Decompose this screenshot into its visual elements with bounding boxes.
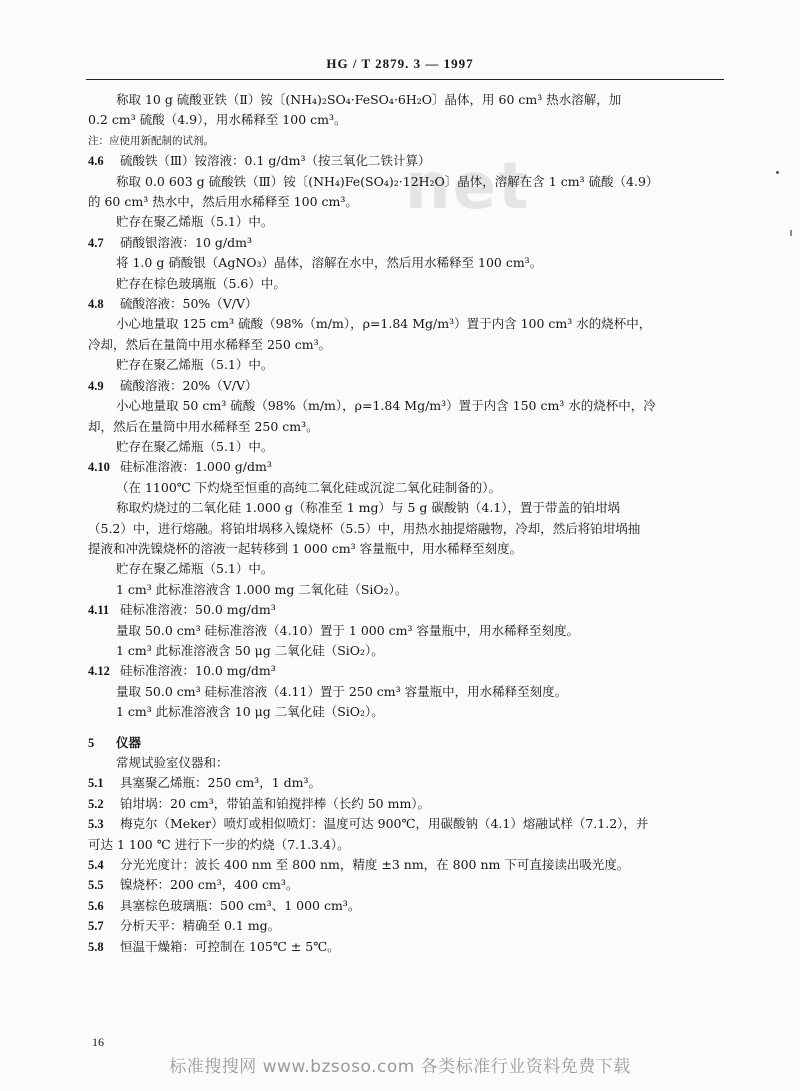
clause-number: 5.1 — [88, 776, 104, 791]
line-text: 贮存在棕色玻璃瓶（5.6）中。 — [116, 275, 286, 291]
line-text: 恒温干燥箱：可控制在 105℃ ± 5℃。 — [120, 938, 340, 954]
text-line — [88, 417, 724, 437]
text-line — [88, 498, 724, 518]
text-line — [88, 580, 724, 600]
header-rule — [86, 79, 724, 80]
clause-heading — [88, 457, 724, 477]
clause-heading — [88, 855, 724, 875]
line-text: 梅克尔（Meker）喷灯或相似喷灯：温度可达 900℃，用碳酸钠（4.1）熔融试样（7.1.2），并 — [120, 816, 649, 832]
line-text: 硅标准溶液：1.000 g/dm³ — [120, 459, 272, 475]
line-text: 贮存在聚乙烯瓶（5.1）中。 — [116, 438, 274, 454]
clause-heading — [88, 916, 724, 936]
line-text: 硫酸溶液：50%（V/V） — [120, 296, 258, 312]
text-line — [88, 396, 724, 416]
line-text: 硅标准溶液：50.0 mg/dm³ — [120, 602, 276, 618]
line-text: 硫酸铁（Ⅲ）铵溶液：0.1 g/dm³（按三氧化二铁计算） — [120, 153, 431, 169]
clause-number: 5.8 — [88, 939, 104, 954]
clause-number: 5.6 — [88, 898, 104, 913]
clause-number: 4.10 — [88, 460, 110, 475]
clause-heading — [88, 376, 724, 396]
line-text: 贮存在聚乙烯瓶（5.1）中。 — [116, 561, 274, 577]
line-text: 小心地量取 50 cm³ 硫酸（98%（m/m），ρ=1.84 Mg/m³）置于内含 150 cm³ 水的烧杯中，冷 — [116, 398, 656, 414]
text-line — [88, 437, 724, 457]
line-text: 冷却，然后在量筒中用水稀释至 250 cm³。 — [88, 336, 332, 352]
line-text: 1 cm³ 此标准溶液含 10 μg 二氧化硅（SiO₂）。 — [116, 704, 384, 720]
line-text: 贮存在聚乙烯瓶（5.1）中。 — [116, 357, 274, 373]
text-line — [88, 253, 724, 273]
line-text: 分析天平：精确至 0.1 mg。 — [120, 918, 281, 934]
line-text: 量取 50.0 cm³ 硅标准溶液（4.10）置于 1 000 cm³ 容量瓶中，用水稀释至刻度。 — [116, 622, 580, 638]
site-footer: 标准搜搜网 www.bzsoso.com 各类标准行业资料免费下载 — [169, 1057, 631, 1077]
line-text: 可达 1 100 ℃ 进行下一步的灼烧（7.1.3.4）。 — [88, 836, 350, 852]
line-text: 称取 0.0 603 g 硫酸铁（Ⅲ）铵〔(NH₄)Fe(SO₄)₂·12H₂O〕晶体，溶解在含 1 cm³ 硫酸（4.9） — [116, 173, 659, 189]
line-text: 镍烧杯：200 cm³，400 cm³。 — [120, 877, 299, 893]
text-line — [88, 110, 724, 130]
line-text: 硝酸银溶液：10 g/dm³ — [120, 234, 252, 250]
line-text: 将 1.0 g 硝酸银（AgNO₃）晶体，溶解在水中，然后用水稀释至 100 cm³。 — [116, 255, 543, 271]
clause-number: 5 — [88, 735, 95, 750]
watermark: net — [405, 150, 531, 224]
scan-edge-mark — [790, 230, 792, 236]
clause-number: 5.7 — [88, 919, 104, 934]
clause-number: 4.9 — [88, 378, 104, 393]
line-text: 提液和冲洗镍烧杯的溶液一起转移到 1 000 cm³ 容量瓶中，用水稀释至刻度。 — [88, 540, 523, 556]
clause-number: 4.6 — [88, 154, 104, 169]
note-line — [88, 131, 724, 151]
clause-heading — [88, 600, 724, 620]
line-text: （5.2）中，进行熔融。将铂坩埚移入镍烧杯（5.5）中，用热水抽提熔融物，冷却，然后将铂坩埚抽 — [88, 520, 641, 536]
line-text: 具塞棕色玻璃瓶：500 cm³、1 000 cm³。 — [120, 897, 361, 913]
line-text: 小心地量取 125 cm³ 硫酸（98%（m/m），ρ=1.84 Mg/m³）置于内含 100 cm³ 水的烧杯中， — [116, 316, 652, 332]
line-text: 注：应使用新配制的试剂。 — [88, 134, 214, 147]
text-line — [88, 274, 724, 294]
clause-number: 4.11 — [88, 603, 110, 618]
line-text: 铂坩埚：20 cm³，带铂盖和铂搅拌棒（长约 50 mm）。 — [120, 795, 431, 811]
clause-number: 5.4 — [88, 858, 104, 873]
clause-number: 5.3 — [88, 817, 104, 832]
line-text: （在 1100℃ 下灼烧至恒重的高纯二氧化硅或沉淀二氧化硅制备的）。 — [116, 479, 501, 495]
line-text: 量取 50.0 cm³ 硅标准溶液（4.11）置于 250 cm³ 容量瓶中，用水稀释至刻度。 — [116, 683, 568, 699]
line-text: 1 cm³ 此标准溶液含 50 μg 二氧化硅（SiO₂）。 — [116, 642, 384, 658]
text-line — [88, 835, 724, 855]
clause-heading — [88, 896, 724, 916]
clause-number: 4.12 — [88, 664, 110, 679]
scan-speck — [776, 171, 779, 174]
line-text: 称取灼烧过的二氧化硅 1.000 g（称准至 1 mg）与 5 g 碳酸钠（4.1），置于带盖的铂坩埚 — [116, 500, 620, 516]
text-line — [88, 753, 724, 773]
standard-header: HG / T 2879. 3 — 1997 — [326, 56, 474, 71]
text-line — [88, 355, 724, 375]
section-heading — [88, 733, 724, 753]
line-text: 0.2 cm³ 硫酸（4.9），用水稀释至 100 cm³。 — [88, 112, 347, 128]
line-text: 称取 10 g 硫酸亚铁（Ⅱ）铵〔(NH₄)₂SO₄·FeSO₄·6H₂O〕晶体，用 60 cm³ 热水溶解，加 — [116, 92, 622, 107]
clause-heading — [88, 937, 724, 957]
text-line — [88, 702, 724, 722]
line-text: 具塞聚乙烯瓶：250 cm³，1 dm³。 — [120, 775, 321, 791]
line-text: 硫酸溶液：20%（V/V） — [120, 377, 258, 393]
line-text: 却，然后在量筒中用水稀释至 250 cm³。 — [88, 418, 319, 434]
clause-number: 4.7 — [88, 235, 104, 250]
text-line — [88, 559, 724, 579]
text-line — [88, 682, 724, 702]
text-line — [88, 478, 724, 498]
clause-number: 5.2 — [88, 796, 104, 811]
line-text: 硅标准溶液：10.0 mg/dm³ — [120, 663, 276, 679]
text-line — [88, 335, 724, 355]
document-body — [88, 90, 724, 957]
clause-number: 5.5 — [88, 878, 104, 893]
clause-heading — [88, 661, 724, 681]
clause-number: 4.8 — [88, 297, 104, 312]
text-line — [88, 539, 724, 559]
page-number: 16 — [92, 1035, 104, 1049]
clause-heading — [88, 773, 724, 793]
clause-heading — [88, 151, 724, 171]
line-text: 1 cm³ 此标准溶液含 1.000 mg 二氧化硅（SiO₂）。 — [116, 581, 408, 597]
text-line — [88, 621, 724, 641]
clause-heading — [88, 875, 724, 895]
text-line — [88, 90, 724, 110]
text-line — [88, 212, 724, 232]
clause-heading — [88, 233, 724, 253]
text-line — [88, 172, 724, 192]
line-text: 仪器 — [116, 734, 142, 750]
line-text: 的 60 cm³ 热水中，然后用水稀释至 100 cm³。 — [88, 194, 358, 210]
line-text: 贮存在聚乙烯瓶（5.1）中。 — [116, 214, 274, 230]
text-line — [88, 314, 724, 334]
text-line — [88, 519, 724, 539]
clause-heading — [88, 814, 724, 834]
clause-heading — [88, 794, 724, 814]
text-line — [88, 192, 724, 212]
line-text: 常规试验室仪器和： — [116, 755, 229, 770]
text-line — [88, 641, 724, 661]
line-text: 分光光度计：波长 400 nm 至 800 nm，精度 ±3 nm，在 800 nm 下可直接读出吸光度。 — [120, 857, 630, 873]
clause-heading — [88, 294, 724, 314]
